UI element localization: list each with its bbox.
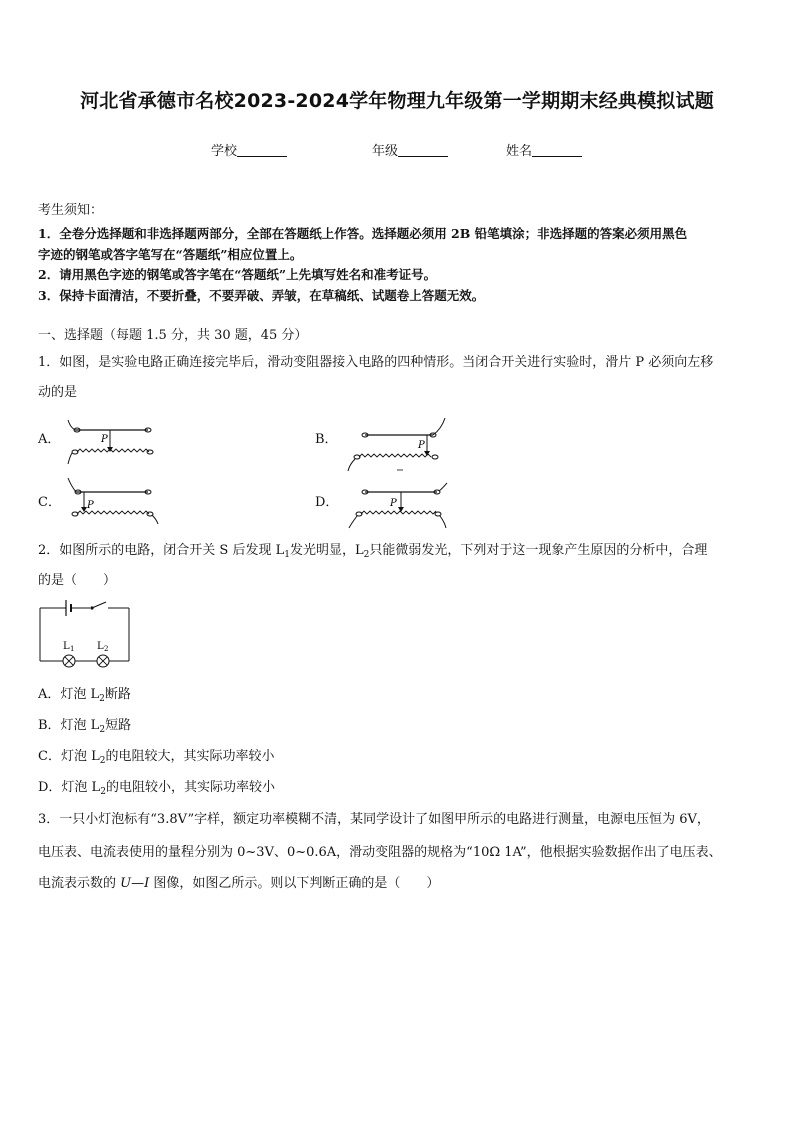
school-field[interactable] xyxy=(211,140,287,159)
name-blank[interactable] xyxy=(532,142,582,157)
q2-option-d[interactable] xyxy=(38,780,275,800)
q2-option-b-sub: 2 xyxy=(99,725,106,735)
q2-option-d-sub: 2 xyxy=(100,787,106,797)
q2-line-1-sub2: 2 xyxy=(363,550,370,560)
q2-option-c-pre: C．灯泡 L xyxy=(38,749,100,764)
note-line-1b: 字迹的钢笔或答字笔写在“答题纸”相应位置上。 xyxy=(38,247,303,262)
q1-option-c-label[interactable]: C． xyxy=(38,495,61,510)
q2-option-c-post: 的电阻较大，其实际功率较小 xyxy=(105,749,275,764)
q1-option-b-label[interactable]: B． xyxy=(315,432,338,447)
circuit-diagram xyxy=(36,598,136,672)
school-label: 学校 xyxy=(211,144,238,159)
slider-label-a: P xyxy=(101,434,108,445)
q2-option-a-pre: A．灯泡 L xyxy=(38,687,100,702)
q3-line-3-post: 图像，如图乙所示。则以下判断正确的是（ ） xyxy=(149,876,440,891)
slider-label-d: P xyxy=(390,498,397,509)
q3-line-1: 3．一只小灯泡标有“3.8V”字样，额定功率模糊不清，某同学设计了如图甲所示的电路进行测量，电源电压恒为 6V， xyxy=(38,812,710,827)
q2-option-c-sub: 2 xyxy=(99,756,106,766)
grade-field[interactable] xyxy=(372,140,448,159)
q2-option-d-pre: D．灯泡 L xyxy=(38,780,101,795)
q3-line-2: 电压表、电流表使用的量程分别为 0~3V、0~0.6A，滑动变阻器的规格为“10Ω 1A”，他根据实验数据作出了电压表、 xyxy=(38,845,722,860)
q2-line-1 xyxy=(38,543,707,563)
q3-line-3-pre: 电流表示数的 xyxy=(38,876,121,891)
q2-option-a[interactable] xyxy=(38,687,131,707)
rheostat-figure-d xyxy=(345,478,455,533)
q1-line-1: 1．如图，是实验电路正确连接完毕后，滑动变阻器接入电路的四种情形。当闭合开关进行实验时，滑片 P 必须向左移 xyxy=(38,355,714,370)
school-blank[interactable] xyxy=(237,142,287,157)
switch-lever xyxy=(92,602,106,608)
q2-line-1-start: 2．如图所示的电路，闭合开关 S 后发现 L xyxy=(38,543,285,558)
grade-blank[interactable] xyxy=(398,142,448,157)
name-label: 姓名 xyxy=(506,144,533,159)
q1-option-a-label[interactable]: A． xyxy=(38,432,61,447)
name-field[interactable] xyxy=(506,140,582,159)
q2-option-a-post: 断路 xyxy=(104,687,131,702)
grade-label: 年级 xyxy=(372,144,399,159)
q2-line-1-end: 只能微弱发光，下列对于这一现象产生原因的分析中，合理 xyxy=(369,543,708,558)
q2-option-c[interactable] xyxy=(38,749,274,769)
q2-option-b-pre: B．灯泡 L xyxy=(38,718,100,733)
lamp-l2-letter: L xyxy=(97,641,104,652)
q2-line-1-sub1: 1 xyxy=(284,550,290,560)
lamp-l1-letter: L xyxy=(63,641,70,652)
q1-line-2: 动的是 xyxy=(38,385,78,400)
lamp-l2-sub: 2 xyxy=(104,645,109,653)
q2-line-2: 的是（ ） xyxy=(38,573,117,588)
rheostat-figure-a xyxy=(60,418,160,468)
q3-line-3-var: U—I xyxy=(120,876,150,891)
slider-label-b: P xyxy=(418,440,425,451)
q2-option-b-post: 短路 xyxy=(105,718,132,733)
rheostat-figure-b xyxy=(345,418,455,473)
page-title: 河北省承德市名校2023-2024学年物理九年级第一学期期末经典模拟试题 xyxy=(80,90,714,112)
q3-line-3 xyxy=(38,876,439,892)
section-heading: 一、选择题（每题 1.5 分，共 30 题，45 分） xyxy=(38,328,308,343)
notes-heading: 考生须知： xyxy=(38,203,104,218)
q2-option-a-sub: 2 xyxy=(99,694,105,704)
q2-option-b[interactable] xyxy=(38,718,131,738)
q2-option-d-post: 的电阻较小，其实际功率较小 xyxy=(105,780,275,795)
note-line-2: 2．请用黑色字迹的钢笔或答字笔在“答题纸”上先填写姓名和准考证号。 xyxy=(38,267,437,282)
q2-line-1-mid: 发光明显，L xyxy=(289,543,364,558)
lamp-l1-sub: 1 xyxy=(70,645,75,653)
note-line-3: 3．保持卡面清洁，不要折叠，不要弄破、弄皱，在草稿纸、试题卷上答题无效。 xyxy=(38,288,485,303)
note-line-1: 1．全卷分选择题和非选择题两部分，全部在答题纸上作答。选择题必须用 2B 铅笔填涂；非选择题的答案必须用黑色 xyxy=(38,226,688,241)
q1-option-d-label[interactable]: D． xyxy=(315,495,339,510)
rheostat-figure-c xyxy=(60,478,160,528)
slider-label-c: P xyxy=(87,500,94,511)
